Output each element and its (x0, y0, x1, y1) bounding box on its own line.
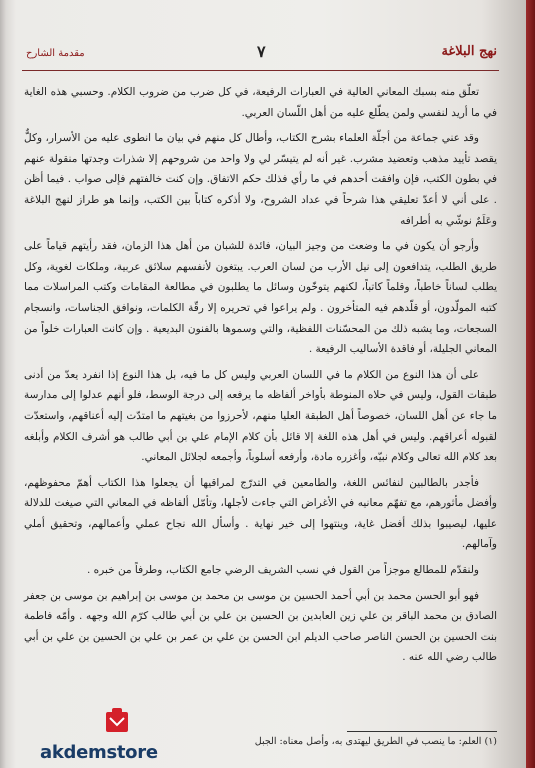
footnote: (١) العلم: ما ينصب في الطريق ليهتدى به، وأصل معناه: الجبل (254, 736, 497, 747)
store-logo-text: akdemstore (40, 742, 158, 763)
paragraph: وقد عني جماعة من أجلّة العلماء بشرح الكتاب، وأطال كل منهم في بيان ما انطوى عليه من الأسرار، وكلٌّ يقصد تأييد مذهب وتعضيد مشرب. غير أنه لم يتيسّر لي ولا واحد من شروحهم إلا شذرات وجدتها منقولة عنهم في بطون الكتب، فإن وافقت أحدهم في ما رأي فذلك حكم الاتفاق. وإن كنت خالفتهم فإلى صواب . فيما أظن . على أني لا أعدّ تعليقي هذا شرحاً في عداد الشروح، ولا أذكره كتاباً بين الكتب، وإنما هو طراز لنهج البلاغة وعَلَمٌ نوشّي به أطرافه (24, 132, 497, 227)
footnote-divider (347, 731, 497, 732)
book-spine (526, 0, 535, 768)
page-header (22, 40, 499, 71)
page-number: ٧ (257, 42, 266, 61)
paragraph: فأجدر بالطالبين لنفائس اللغة، والطامعين في التدرّج لمراقيها أن يجعلوا هذا الكتاب أهمّ محفوظهم، وأفضل مأثورهم، مع تفهّم معانيه في الأغراض التي جاءت لأجلها، وتأمّل ألفاظه في المعاني التي صيغت للدلالة عليها، ليصيبوا بذلك أفضل غاية، وينتهوا إلى خير نهاية . وأسأل الله نجاح عملي وأعمالهم، وتحقيق أملي وآمالهم. (24, 476, 497, 551)
paragraph: وأرجو أن يكون في ما وضعت من وجيز البيان، فائدة للشبان من أهل هذا الزمان، فقد رأيتهم قياماً على طريق الطلب، يتدافعون إلى نيل الأرب من لسان العرب. يبتغون لأنفسهم سلائق عربية، وملكات لغوية، وكل يطلب لساناً خاطباً، وقلماً كاتباً، لكنهم يتوخّون وسائل ما يطلبون في مطالعة المقامات وكتب المراسلات مما كتبه المولّدون، أو قلّدهم فيه المتأخرون . ولم يراعوا في تحريره إلا رقّة الكلمات، ونوافق الجناسات، وانسجام السجعات، وما يشبه ذلك من المحسّنات اللفظية، والتي وسموها بالفنون البديعية . وإن كانت العبارات خلواً من المعاني الجليلة، أو فاقدة الأساليب الرفيعة . (24, 240, 497, 356)
paragraph: ولنقدّم للمطالع موجزاً من القول في نسب الشريف الرضي جامع الكتاب، وطرفاً من خبره . (86, 564, 479, 577)
paragraph: فهو أبو الحسن محمد بن أبي أحمد الحسين بن موسى بن محمد بن موسى بن إبراهيم بن موسى بن جعفر الصادق بن محمد الباقر بن علي زين العابدين بن الحسين بن علي بن أبي طالب كرّم الله وجهه . وأمّه فاطمة بنت الحسين بن الحسن الناصر صاحب الديلم ابن الحسن بن علي بن عمر بن علي بن الحسين بن علي بن أبي طالب رضي الله عنه . (24, 589, 497, 664)
section-title: مقدمة الشارح (26, 48, 85, 59)
paragraph: على أن هذا النوع من الكلام ما في اللسان العربي وليس كل ما فيه، بل هذا النوع إذا انفرد يعدّ من أدنى طبقات القول، وليس في حلاه المنوطة بأواخر ألفاظه ما يرفعه إلى درجة الوسط، فلو أنهم عدلوا إلى مدارسة ما جاء عن أهل اللسان، خصوصاً أهل الطبقة العليا منهم، لأحرزوا من بغيتهم ما امتدّت إليه أعناقهم، واستعدّت لقبوله أعراقهم. وليس في أهل هذه اللغة إلا قائل بأن كلام الإمام علي بن أبي طالب هو أشرف الكلام وأبلغه بعد كلام الله تعالى وكلام نبيّه، وأغزره مادة، وأرفعه أسلوباً، وأجمعه لجلائل المعاني. (24, 368, 497, 464)
paragraph: تعلّق منه بسبك المعاني العالية في العبارات الرفيعة، في كل ضرب من ضروب الكلام. وحسبي هذه الغاية في ما أريد لنفسي ولمن يطّلع عليه من أهل اللّسان العربي. (24, 86, 497, 119)
page-body (24, 82, 497, 673)
running-title: نهج البلاغة (441, 44, 497, 59)
